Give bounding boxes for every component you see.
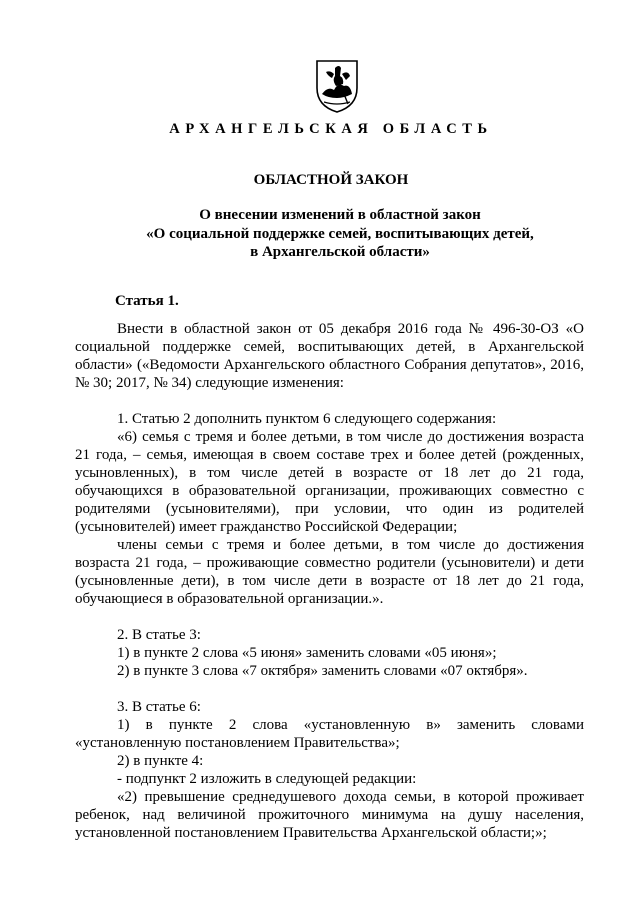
paragraph: 3. В статье 6: <box>117 699 201 715</box>
paragraph: Внести в областной закон от 05 декабря 2016 года № 496-30-ОЗ «О социальной поддержке семей, воспитывающих детей, в Архангельской области» («Ведомости Архангельского областного Собрания депутатов», 2016, № 30; 2017, № 34) следующие изменения: <box>75 321 584 391</box>
document-type: ОБЛАСТНОЙ ЗАКОН <box>253 172 409 188</box>
paragraph: «6) семья с тремя и более детьми, в том числе до достижения возраста 21 года, – семья, имеющая в своем составе трех и более детей (рожденных, усыновленных), в том числе детей в возрасте от 18 лет до 21 года, обучающихся в образовательной организации, проживающих совместно с родителями (усыновителями), при условии, что один из родителей (усыновителей) имеет гражданство Российской Федерации; <box>75 429 584 535</box>
paragraph: 1. Статью 2 дополнить пунктом 6 следующего содержания: <box>117 411 497 427</box>
title-line: «О социальной поддержке семей, воспитывающих детей, <box>146 225 534 242</box>
paragraph: 2) в пункте 3 слова «7 октября» заменить словами «07 октября». <box>117 663 528 679</box>
paragraph-spacer <box>75 680 584 698</box>
paragraph: 2. В статье 3: <box>117 627 201 643</box>
paragraph: 1) в пункте 2 слова «установленную в» заменить словами «установленную постановлением Правительства»; <box>75 717 584 751</box>
paragraph-spacer <box>75 608 584 626</box>
paragraph: - подпункт 2 изложить в следующей редакции: <box>117 771 417 787</box>
coat-of-arms-emblem <box>314 58 360 114</box>
paragraph: «2) превышение среднедушевого дохода семьи, в которой проживает ребенок, над величиной прожиточного минимума на душу населения, установленной постановлением Правительства Архангельской области;»; <box>75 789 584 841</box>
paragraph: 1) в пункте 2 слова «5 июня» заменить словами «05 июня»; <box>117 645 497 661</box>
title-line: в Архангельской области» <box>250 244 430 260</box>
title-line: О внесении изменений в областной закон <box>199 207 481 223</box>
paragraph: члены семьи с тремя и более детьми, в том числе до достижения возраста 21 года, – проживающие совместно родители (усыновители) и дети (усыновленные дети), в том числе дети в возрасте от 18 лет до 21 года, обучающиеся в образовательной организации.». <box>75 537 584 607</box>
law-body <box>75 320 584 842</box>
region-name: АРХАНГЕЛЬСКАЯ ОБЛАСТЬ <box>169 121 493 137</box>
paragraph-spacer <box>75 392 584 410</box>
article-heading: Статья 1. <box>115 293 179 309</box>
law-title <box>100 206 580 262</box>
paragraph: 2) в пункте 4: <box>117 753 204 769</box>
